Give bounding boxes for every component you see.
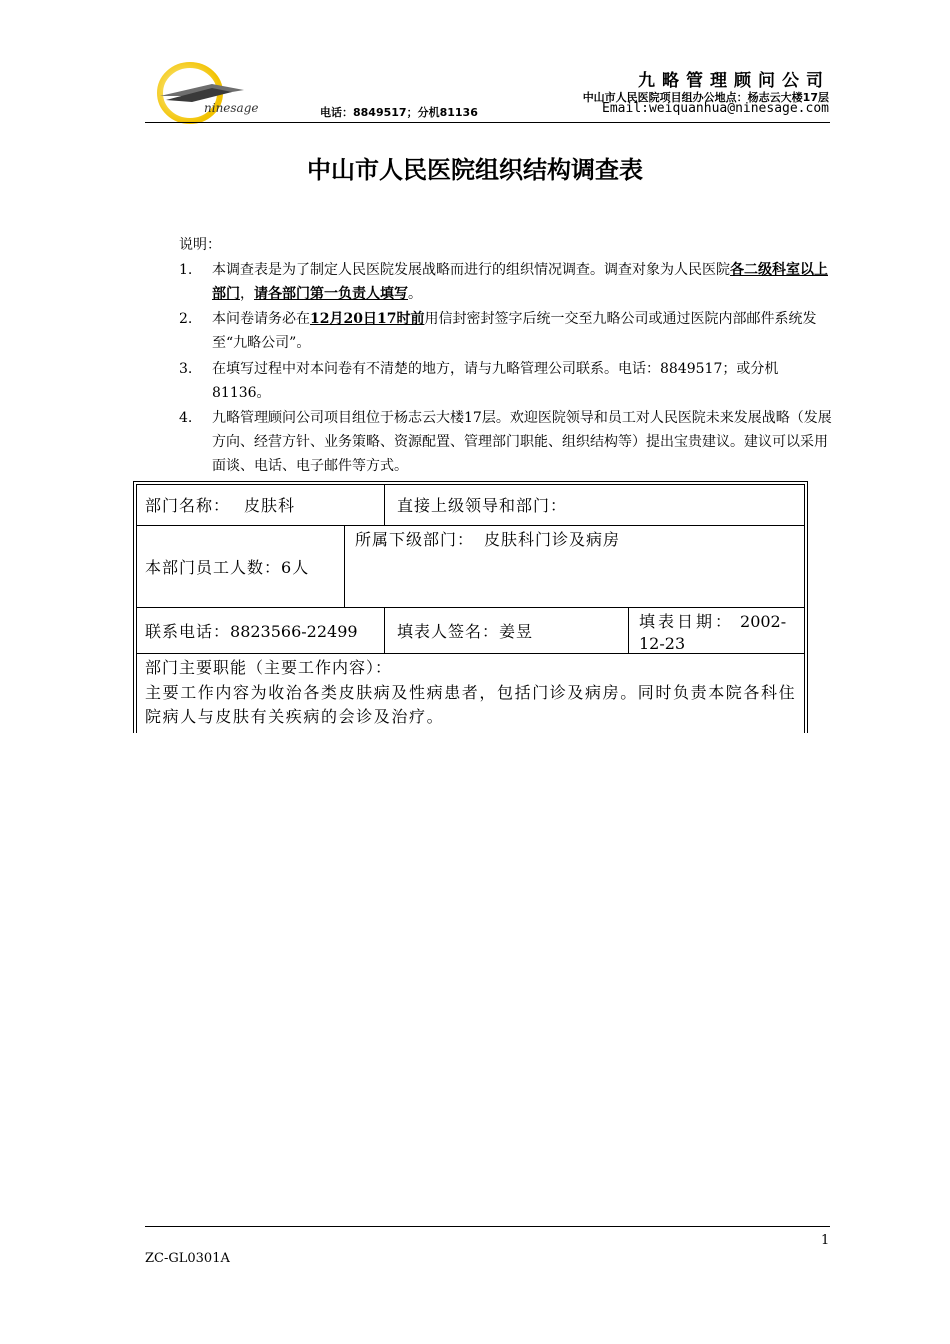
dept-name-value: 皮肤科 xyxy=(244,496,296,515)
document-title: 中山市人民医院组织结构调查表 xyxy=(307,156,643,184)
filler-field[interactable] xyxy=(397,621,533,643)
note-number: 4. xyxy=(179,410,193,426)
header-phone: 电话：8849517；分机81136 xyxy=(320,106,478,119)
subordinate-field[interactable] xyxy=(355,529,620,551)
note-text: 本调查表是为了制定人民医院发展战略而进行的组织情况调查。调查对象为人民医院 xyxy=(212,262,730,278)
note-emphasis: 各二级科室以上部门 xyxy=(212,262,828,302)
dept-name-label: 部门名称： xyxy=(145,496,231,515)
note-number: 2. xyxy=(179,311,193,327)
fill-date-field[interactable] xyxy=(639,611,799,655)
company-name: 九略管理顾问公司 xyxy=(638,71,830,91)
header-divider xyxy=(145,122,830,123)
note-item xyxy=(179,406,834,478)
header-email: Email:weiquanhua@ninesage.com xyxy=(602,101,829,116)
filler-value: 姜昱 xyxy=(499,622,534,641)
dept-name-field[interactable] xyxy=(145,495,295,517)
note-item xyxy=(179,307,834,355)
contact-phone-value: 8823566-22499 xyxy=(230,622,358,641)
note-text: 九略管理顾问公司项目组位于杨志云大楼17层。欢迎医院领导和员工对人民医院未来发展战略（发展方向、经营方针、业务策略、资源配置、管理部门职能、组织结构等）提出宝贵建议。建议可以采用面谈、电话、电子邮件等方式。 xyxy=(212,410,832,474)
note-text: ， xyxy=(240,286,254,302)
page-number: 1 xyxy=(821,1233,830,1248)
note-number: 3. xyxy=(179,361,193,377)
footer-divider xyxy=(145,1226,830,1227)
headcount-label: 本部门员工人数： xyxy=(145,558,282,577)
subordinate-value: 皮肤科门诊及病房 xyxy=(484,530,621,549)
fill-date-value: 2002-12-23 xyxy=(639,612,787,653)
subordinate-label: 所属下级部门： xyxy=(355,530,475,549)
contact-phone-field[interactable] xyxy=(145,621,358,643)
notes-heading: 说明： xyxy=(179,237,221,253)
duties-label: 部门主要职能（主要工作内容）： xyxy=(145,658,393,677)
note-deadline: 12月20日17时前 xyxy=(310,311,425,327)
filler-label: 填表人签名： xyxy=(397,622,500,641)
note-text: 本问卷请务必在 xyxy=(212,311,310,327)
superior-field[interactable] xyxy=(397,495,567,517)
fill-date-label: 填表日期： xyxy=(639,612,735,631)
office-address: 中山市人民医院项目组办公地点：杨志云大楼17层 xyxy=(582,91,829,104)
duties-text[interactable]: 主要工作内容为收治各类皮肤病及性病患者，包括门诊及病房。同时负责本院各科住院病人与皮肤有关疾病的会诊及治疗。 xyxy=(145,683,797,726)
note-item xyxy=(179,258,834,306)
note-text: 在填写过程中对本问卷有不清楚的地方，请与九略管理公司联系。电话：8849517；或分机81136。 xyxy=(212,361,779,401)
survey-form xyxy=(133,481,808,733)
note-item xyxy=(179,357,834,405)
superior-label: 直接上级领导和部门： xyxy=(397,496,568,515)
document-code: ZC-GL0301A xyxy=(145,1251,230,1266)
note-emphasis: 请各部门第一负责人填写 xyxy=(254,286,408,302)
svg-text:ninesage: ninesage xyxy=(204,101,259,115)
company-logo xyxy=(152,60,264,126)
note-text: 。 xyxy=(408,286,422,302)
note-text: 用信封密封签字后统一交至九略公司或通过医院内部邮件系统发至“九略公司”。 xyxy=(212,311,817,351)
headcount-field[interactable] xyxy=(145,557,309,579)
note-number: 1. xyxy=(179,262,193,278)
contact-phone-label: 联系电话： xyxy=(145,622,231,641)
headcount-value: 6人 xyxy=(281,558,310,577)
